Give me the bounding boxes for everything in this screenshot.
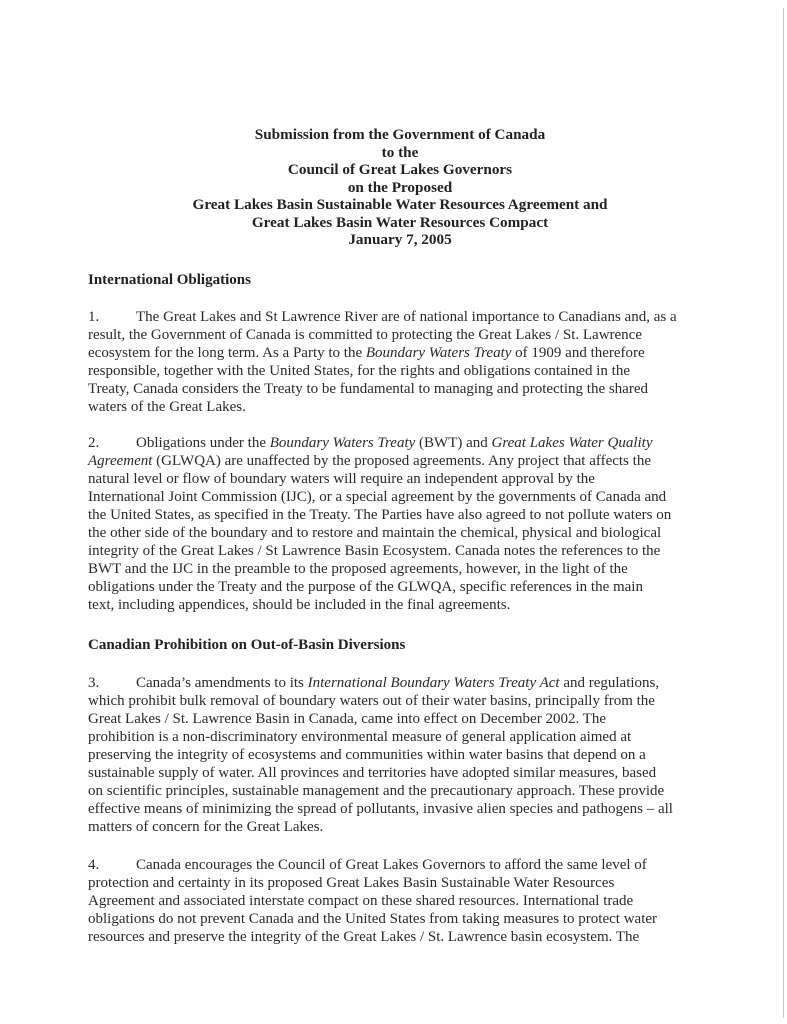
scan-edge-line — [783, 8, 784, 1018]
text-run: responsible, together with the United States, for the rights and obligations contained in the — [88, 363, 630, 379]
title-line: Submission from the Government of Canada — [254, 126, 546, 143]
paragraph-number: 3. — [88, 675, 100, 691]
title-line: Council of Great Lakes Governors — [287, 161, 513, 178]
paragraph-2 — [88, 434, 718, 614]
text-run: result, the Government of Canada is committed to protecting the Great Lakes / St. Lawrence — [88, 327, 642, 343]
agreement-name: Great Lakes Water Quality — [491, 435, 653, 451]
text-run: BWT and the IJC in the preamble to the proposed agreements, however, in the light of the — [88, 561, 628, 577]
text-run: (GLWQA) are unaffected by the proposed agreements. Any project that affects the — [152, 453, 651, 469]
paragraph-number: 2. — [88, 435, 100, 451]
text-run: the other side of the boundary and to restore and maintain the chemical, physical and biological — [88, 525, 662, 541]
text-run: The Great Lakes and St Lawrence River are of national importance to Canadians and, as a — [136, 309, 677, 325]
treaty-name: Boundary Waters Treaty — [269, 435, 416, 451]
document-date: January 7, 2005 — [348, 231, 452, 248]
title-line: to the — [381, 143, 419, 161]
text-run: and regulations, — [559, 675, 660, 691]
title-line: on the Proposed — [347, 178, 453, 196]
text-run: Treaty, Canada considers the Treaty to be fundamental to managing and protecting the shared — [88, 381, 648, 397]
text-run: integrity of the Great Lakes / St Lawrence Basin Ecosystem. Canada notes the references to the — [88, 543, 661, 559]
text-run: of 1909 and therefore — [511, 345, 645, 361]
section-heading-international-obligations: International Obligations — [88, 272, 251, 288]
text-run: which prohibit bulk removal of boundary waters out of their water basins, principally from the — [88, 693, 655, 709]
text-run: preserving the integrity of ecosystems and communities within water basins that depend on a — [88, 747, 646, 763]
text-run: Canada encourages the Council of Great Lakes Governors to afford the same level of — [136, 857, 647, 873]
paragraph-1 — [88, 308, 718, 416]
paragraph-3 — [88, 674, 718, 836]
treaty-name: Boundary Waters Treaty — [365, 345, 512, 361]
title-line: Great Lakes Basin Sustainable Water Resources Agreement and — [192, 196, 608, 213]
text-run: protection and certainty in its proposed Great Lakes Basin Sustainable Water Resources — [88, 875, 615, 891]
text-run: effective means of minimizing the spread of pollutants, invasive alien species and pathogens – all — [88, 801, 673, 817]
text-run: waters of the Great Lakes. — [88, 399, 246, 415]
text-run: (BWT) and — [415, 435, 492, 451]
text-run: on scientific principles, sustainable management and the precautionary approach. These provide — [88, 783, 665, 799]
text-run: Great Lakes / St. Lawrence Basin in Canada, came into effect on December 2002. The — [88, 711, 606, 727]
text-run: Canada’s amendments to its — [136, 675, 308, 691]
text-run: matters of concern for the Great Lakes. — [88, 819, 324, 835]
text-run: obligations do not prevent Canada and the United States from taking measures to protect water — [88, 911, 658, 927]
paragraph-number: 4. — [88, 857, 100, 873]
text-run: text, including appendices, should be included in the final agreements. — [88, 597, 511, 613]
text-run: prohibition is a non-discriminatory environmental measure of general application aimed at — [88, 729, 632, 745]
text-run: ecosystem for the long term. As a Party to the — [88, 345, 366, 361]
text-run: obligations under the Treaty and the purpose of the GLWQA, specific references in the main — [88, 579, 643, 595]
paragraph-number: 1. — [88, 309, 100, 325]
paragraph-4 — [88, 856, 718, 946]
title-line: Great Lakes Basin Water Resources Compact — [251, 213, 549, 231]
text-run: Obligations under the — [136, 435, 270, 451]
section-heading-canadian-prohibition: Canadian Prohibition on Out-of-Basin Diversions — [88, 637, 406, 653]
act-name: International Boundary Waters Treaty Act — [307, 675, 560, 691]
text-run: Agreement and associated interstate compact on these shared resources. International trade — [88, 893, 634, 909]
text-run: natural level or flow of boundary waters will require an independent approval by the — [88, 471, 595, 487]
text-run: sustainable supply of water. All provinces and territories have adopted similar measures, based — [88, 765, 657, 781]
document-title — [80, 126, 720, 249]
text-run: International Joint Commission (IJC), or a special agreement by the governments of Canada and — [88, 489, 667, 505]
text-run: resources and preserve the integrity of the Great Lakes / St. Lawrence basin ecosystem. The — [88, 929, 640, 945]
text-run: the United States, as specified in the Treaty. The Parties have also agreed to not pollute waters on — [88, 507, 672, 523]
agreement-name: Agreement — [88, 453, 153, 469]
